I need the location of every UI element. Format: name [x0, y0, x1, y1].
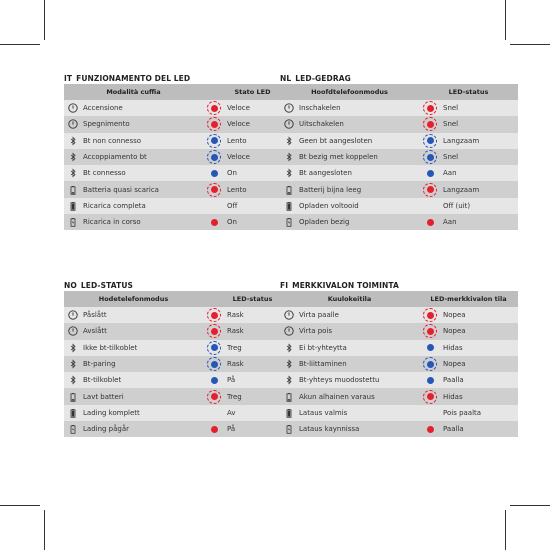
- power-icon: [68, 310, 78, 320]
- mode-cell: [280, 323, 419, 339]
- status-label: On: [227, 169, 237, 178]
- section-heading: FUNZIONAMENTO DEL LED: [76, 74, 191, 83]
- header-mode: Hoofdtelefoonmodus: [311, 88, 388, 96]
- table-row: [64, 388, 302, 404]
- status-label: Rask: [227, 327, 244, 336]
- section-title: [64, 73, 302, 84]
- status-cell: [419, 149, 518, 165]
- table-row: [280, 198, 518, 214]
- crop-mark: [510, 44, 550, 45]
- section-no: [64, 280, 302, 437]
- crop-mark: [505, 510, 506, 550]
- section-heading: LED-GEDRAG: [295, 74, 351, 83]
- bluetooth-icon: [68, 152, 78, 162]
- table-header: [64, 84, 302, 100]
- mode-cell: [64, 100, 203, 116]
- mode-cell: [64, 340, 203, 356]
- mode-label: Lavt batteri: [83, 392, 124, 401]
- header-mode: Hodetelefonmodus: [98, 295, 169, 303]
- mode-cell: [280, 133, 419, 149]
- led-indicator: [207, 308, 221, 322]
- table-row: [64, 198, 302, 214]
- mode-label: Bt-liittaminen: [299, 360, 347, 369]
- mode-cell: [280, 165, 419, 181]
- power-icon: [68, 119, 78, 129]
- power-icon: [68, 103, 78, 113]
- led-indicator: [423, 324, 437, 338]
- table-header: [280, 84, 518, 100]
- mode-label: Batterij bijna leeg: [299, 185, 362, 194]
- table-row: [64, 181, 302, 197]
- status-cell: [419, 372, 518, 388]
- mode-label: Uitschakelen: [299, 120, 344, 129]
- table-row: [64, 100, 302, 116]
- mode-label: Opladen voltooid: [299, 201, 359, 210]
- table-row: [280, 421, 518, 437]
- mode-label: Inschakelen: [299, 104, 341, 113]
- table-row: [280, 372, 518, 388]
- led-indicator: [207, 166, 221, 180]
- mode-cell: [64, 214, 203, 230]
- table-row: [64, 421, 302, 437]
- battery-low-icon: [284, 185, 294, 195]
- power-icon: [68, 326, 78, 336]
- mode-cell: [280, 149, 419, 165]
- mode-cell: [64, 116, 203, 132]
- led-indicator: [423, 422, 437, 436]
- bluetooth-icon: [68, 343, 78, 353]
- mode-cell: [64, 165, 203, 181]
- battery-full-icon: [68, 201, 78, 211]
- status-label: Snel: [443, 104, 459, 113]
- status-label: Snel: [443, 153, 459, 162]
- mode-cell: [280, 214, 419, 230]
- led-indicator: [423, 101, 437, 115]
- table-row: [64, 133, 302, 149]
- status-label: Nopea: [443, 327, 466, 336]
- table-header: [280, 291, 518, 307]
- status-cell: [419, 421, 518, 437]
- mode-cell: [280, 356, 419, 372]
- section-heading: LED-STATUS: [80, 281, 134, 290]
- mode-cell: [280, 307, 419, 323]
- bluetooth-icon: [284, 136, 294, 146]
- mode-cell: [280, 181, 419, 197]
- section-title: [64, 280, 302, 291]
- status-label: Langzaam: [443, 136, 480, 145]
- led-indicator: [423, 215, 437, 229]
- status-label: Snel: [443, 120, 459, 129]
- table-row: [280, 323, 518, 339]
- mode-label: Geen bt aangesloten: [299, 136, 373, 145]
- crop-mark: [0, 44, 40, 45]
- status-label: Veloce: [227, 120, 250, 129]
- mode-cell: [280, 405, 419, 421]
- led-indicator: [423, 308, 437, 322]
- battery-charging-icon: [68, 424, 78, 434]
- mode-label: Akun alhainen varaus: [299, 392, 375, 401]
- status-label: Lento: [227, 185, 247, 194]
- status-label: Off (uit): [443, 201, 471, 210]
- status-label: Rask: [227, 311, 244, 320]
- mode-label: Accoppiamento bt: [83, 153, 147, 162]
- led-indicator: [423, 134, 437, 148]
- mode-label: Bt non connesso: [83, 136, 142, 145]
- mode-label: Avslått: [83, 327, 107, 336]
- table-row: [280, 340, 518, 356]
- mode-label: Bt-paring: [83, 360, 116, 369]
- table-body: [280, 307, 518, 437]
- mode-cell: [280, 421, 419, 437]
- status-label: Paalla: [443, 376, 464, 385]
- led-table: [64, 84, 302, 230]
- status-label: On: [227, 218, 237, 227]
- led-indicator: [207, 215, 221, 229]
- table-row: [280, 307, 518, 323]
- battery-full-icon: [68, 408, 78, 418]
- status-cell: [419, 100, 518, 116]
- led-indicator: [207, 324, 221, 338]
- header-led-status: LED-merkkivalon tila: [430, 295, 507, 303]
- mode-label: Bt-yhteys muodostettu: [299, 376, 380, 385]
- led-indicator: [207, 150, 221, 164]
- mode-label: Bt bezig met koppelen: [299, 153, 378, 162]
- led-indicator: [423, 150, 437, 164]
- mode-cell: [280, 340, 419, 356]
- led-indicator: [207, 341, 221, 355]
- status-cell: [419, 116, 518, 132]
- status-label: På: [227, 425, 236, 434]
- bluetooth-icon: [284, 359, 294, 369]
- mode-cell: [280, 388, 419, 404]
- mode-label: Spegnimento: [83, 120, 130, 129]
- crop-mark: [44, 0, 45, 40]
- status-cell: [419, 133, 518, 149]
- status-label: Veloce: [227, 153, 250, 162]
- table-row: [280, 165, 518, 181]
- mode-label: Lataus kaynnissa: [299, 425, 360, 434]
- battery-low-icon: [68, 185, 78, 195]
- mode-cell: [280, 372, 419, 388]
- led-indicator: [207, 199, 221, 213]
- crop-mark: [510, 505, 550, 506]
- led-indicator: [423, 357, 437, 371]
- status-label: Nopea: [443, 311, 466, 320]
- mode-label: Virta pois: [299, 327, 333, 336]
- status-label: Veloce: [227, 104, 250, 113]
- table-row: [64, 307, 302, 323]
- mode-cell: [280, 116, 419, 132]
- bluetooth-icon: [284, 152, 294, 162]
- mode-cell: [280, 198, 419, 214]
- led-indicator: [207, 422, 221, 436]
- led-indicator: [423, 406, 437, 420]
- led-indicator: [207, 134, 221, 148]
- table-row: [280, 356, 518, 372]
- status-cell: [419, 165, 518, 181]
- mode-cell: [64, 356, 203, 372]
- header-mode: Modalità cuffia: [106, 88, 161, 96]
- mode-label: Virta paalle: [299, 311, 339, 320]
- led-indicator: [423, 166, 437, 180]
- status-cell: [419, 307, 518, 323]
- header-led-status: LED-status: [232, 295, 273, 303]
- language-code: NO: [64, 281, 77, 290]
- led-table: [64, 291, 302, 437]
- table-row: [280, 100, 518, 116]
- mode-label: Lading komplett: [83, 408, 140, 417]
- crop-mark: [0, 505, 40, 506]
- language-code: IT: [64, 74, 73, 83]
- battery-low-icon: [68, 392, 78, 402]
- section-it: [64, 73, 302, 230]
- header-led-status: Stato LED: [234, 88, 271, 96]
- status-label: Hidas: [443, 343, 463, 352]
- mode-label: Ricarica completa: [83, 201, 146, 210]
- bluetooth-icon: [68, 136, 78, 146]
- led-indicator: [423, 199, 437, 213]
- status-cell: [419, 356, 518, 372]
- mode-cell: [64, 181, 203, 197]
- power-icon: [284, 103, 294, 113]
- section-title: [280, 73, 518, 84]
- status-label: Lento: [227, 136, 247, 145]
- mode-label: Ikke bt-tilkoblet: [83, 343, 138, 352]
- status-label: Av: [227, 408, 236, 417]
- battery-charging-icon: [68, 217, 78, 227]
- table-body: [64, 100, 302, 230]
- battery-charging-icon: [284, 424, 294, 434]
- led-indicator: [207, 183, 221, 197]
- status-cell: [419, 340, 518, 356]
- bluetooth-icon: [284, 168, 294, 178]
- bluetooth-icon: [68, 168, 78, 178]
- status-label: Pois paalta: [443, 408, 482, 417]
- table-row: [280, 405, 518, 421]
- mode-label: Bt-tilkoblet: [83, 376, 122, 385]
- mode-label: Bt aangesloten: [299, 169, 352, 178]
- mode-cell: [64, 405, 203, 421]
- table-row: [280, 181, 518, 197]
- table-row: [64, 405, 302, 421]
- table-row: [280, 214, 518, 230]
- status-label: Hidas: [443, 392, 463, 401]
- led-indicator: [423, 341, 437, 355]
- table-row: [64, 323, 302, 339]
- mode-cell: [64, 421, 203, 437]
- battery-full-icon: [284, 408, 294, 418]
- status-cell: [419, 323, 518, 339]
- led-indicator: [207, 373, 221, 387]
- battery-charging-icon: [284, 217, 294, 227]
- battery-full-icon: [284, 201, 294, 211]
- mode-label: Lataus valmis: [299, 408, 348, 417]
- mode-cell: [64, 149, 203, 165]
- status-label: Treg: [227, 343, 242, 352]
- status-cell: [419, 405, 518, 421]
- table-row: [64, 116, 302, 132]
- mode-cell: [280, 100, 419, 116]
- led-indicator: [207, 117, 221, 131]
- mode-cell: [64, 198, 203, 214]
- led-indicator: [207, 406, 221, 420]
- bluetooth-icon: [284, 375, 294, 385]
- status-label: Aan: [443, 169, 457, 178]
- led-indicator: [423, 390, 437, 404]
- status-cell: [419, 388, 518, 404]
- status-label: Off: [227, 201, 238, 210]
- table-body: [280, 100, 518, 230]
- table-header: [64, 291, 302, 307]
- bluetooth-icon: [68, 359, 78, 369]
- status-label: På: [227, 376, 236, 385]
- mode-label: Opladen bezig: [299, 218, 350, 227]
- led-table: [280, 84, 518, 230]
- led-indicator: [207, 101, 221, 115]
- battery-low-icon: [284, 392, 294, 402]
- mode-cell: [64, 307, 203, 323]
- status-label: Aan: [443, 218, 457, 227]
- mode-cell: [64, 372, 203, 388]
- mode-cell: [64, 388, 203, 404]
- mode-label: Bt connesso: [83, 169, 126, 178]
- crop-mark: [44, 510, 45, 550]
- table-row: [64, 149, 302, 165]
- mode-cell: [64, 133, 203, 149]
- section-fi: [280, 280, 518, 437]
- power-icon: [284, 310, 294, 320]
- table-row: [64, 165, 302, 181]
- table-body: [64, 307, 302, 437]
- language-code: NL: [280, 74, 292, 83]
- status-cell: [419, 181, 518, 197]
- table-row: [280, 116, 518, 132]
- led-table: [280, 291, 518, 437]
- led-indicator: [207, 390, 221, 404]
- mode-label: Påslått: [83, 311, 107, 320]
- status-label: Treg: [227, 392, 242, 401]
- led-indicator: [423, 117, 437, 131]
- status-label: Nopea: [443, 360, 466, 369]
- table-row: [64, 214, 302, 230]
- status-cell: [419, 198, 518, 214]
- status-label: Rask: [227, 360, 244, 369]
- table-row: [280, 133, 518, 149]
- header-led-status: LED-status: [448, 88, 489, 96]
- bluetooth-icon: [284, 343, 294, 353]
- status-cell: [419, 214, 518, 230]
- power-icon: [284, 326, 294, 336]
- section-nl: [280, 73, 518, 230]
- crop-mark: [505, 0, 506, 40]
- language-code: FI: [280, 281, 289, 290]
- table-row: [64, 372, 302, 388]
- mode-label: Ricarica in corso: [83, 218, 141, 227]
- led-indicator: [207, 357, 221, 371]
- table-row: [280, 149, 518, 165]
- bluetooth-icon: [68, 375, 78, 385]
- mode-cell: [64, 323, 203, 339]
- status-label: Paalla: [443, 425, 464, 434]
- section-heading: MERKKIVALON TOIMINTA: [292, 281, 399, 290]
- table-row: [64, 356, 302, 372]
- table-row: [64, 340, 302, 356]
- section-title: [280, 280, 518, 291]
- status-label: Langzaam: [443, 185, 480, 194]
- led-indicator: [423, 373, 437, 387]
- mode-label: Batteria quasi scarica: [83, 185, 159, 194]
- mode-label: Lading pågår: [83, 425, 130, 434]
- table-row: [280, 388, 518, 404]
- mode-label: Ei bt-yhteytta: [299, 343, 347, 352]
- mode-label: Accensione: [83, 104, 123, 113]
- header-mode: Kuulokeitila: [327, 295, 372, 303]
- power-icon: [284, 119, 294, 129]
- led-indicator: [423, 183, 437, 197]
